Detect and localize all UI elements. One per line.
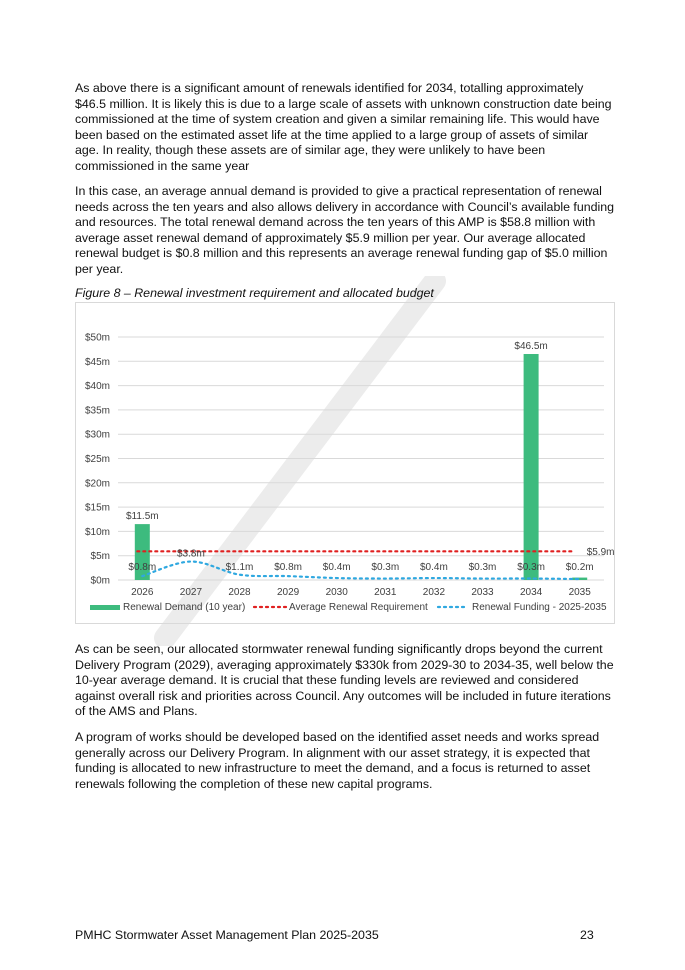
funding-data-label: $0.3m	[517, 562, 545, 573]
paragraph-average-demand: In this case, an average annual demand is provided to give a practical representation of renewal needs across the ten years and also allows delivery in accordance with Council’s available funding and resources. The total renewal demand across the ten years of this AMP is $58.8 million with average asset renewal demand of approximately $5.9 million per year. Our average allocated renewal budget is $0.8 million and this represents an average renewal funding gap of $5.0 million per year.	[75, 184, 615, 276]
y-tick-label: $25m	[84, 454, 110, 465]
y-tick-label: $40m	[84, 381, 110, 393]
renewal-chart	[75, 302, 615, 624]
footer-document-title: PMHC Stormwater Asset Management Plan 2025-2035	[75, 928, 379, 942]
y-tick-label: $0m	[90, 575, 110, 587]
y-tick-label: $45m	[84, 356, 110, 368]
funding-data-label: $0.3m	[468, 562, 497, 573]
paragraph-program-of-works: A program of works should be developed based on the identified asset needs and works spread generally across our Delivery Program. In alignment with our asset strategy, it is expected that funding is allocated to new infrastructure to meet the demand, and a focus is returned to asset renewals following the completion of these new capital programs.	[75, 730, 600, 791]
legend-label-renewal-demand: Renewal Demand (10 year)	[123, 602, 246, 613]
figure-caption: Figure 8 – Renewal investment requirement and allocated budget	[75, 286, 434, 300]
average-data-label: $5.9m	[586, 546, 615, 558]
funding-data-label: $0.3m	[371, 562, 400, 573]
funding-data-label: $0.4m	[322, 562, 351, 573]
bar-renewal-demand	[572, 578, 587, 580]
legend-label-funding: Renewal Funding - 2025-2035	[472, 602, 607, 613]
x-tick-label: 2027	[179, 587, 203, 598]
x-tick-label: 2034	[519, 587, 543, 598]
paragraph-renewals-2034: As above there is a significant amount of renewals identified for 2034, totalling approximately $46.5 million. It is likely this is due to a large scale of assets with unknown construction date being commissioned at the time of system creation and given a similar remaining life. This would have been based on the estimated asset life at the time applied to a large group of assets of similar age. In reality, though these assets are of similar age, they were unlikely to have been commissioned in the same year	[75, 81, 612, 173]
y-tick-label: $10m	[84, 526, 110, 538]
x-tick-label: 2029	[276, 587, 300, 598]
funding-data-label: $1.1m	[225, 562, 254, 573]
funding-data-label: $3.8m	[177, 548, 205, 560]
y-tick-label: $50m	[84, 332, 110, 344]
y-tick-label: $5m	[90, 551, 110, 563]
bar-data-label: $46.5m	[514, 341, 548, 353]
line-renewal-funding	[142, 562, 579, 580]
y-tick-label: $30m	[84, 429, 110, 441]
footer-page-number: 23	[580, 928, 594, 942]
legend-label-average: Average Renewal Requirement	[289, 602, 428, 613]
x-tick-label: 2035	[568, 587, 591, 598]
bar-data-label: $11.5m	[125, 511, 159, 523]
x-tick-label: 2028	[228, 587, 251, 598]
funding-data-label: $0.8m	[128, 562, 157, 573]
bar-renewal-demand	[524, 354, 539, 580]
x-tick-label: 2033	[471, 587, 494, 598]
y-tick-label: $15m	[84, 502, 110, 514]
funding-data-label: $0.4m	[420, 562, 448, 573]
renewal-chart-svg	[76, 303, 616, 625]
y-tick-label: $20m	[84, 478, 110, 490]
funding-data-label: $0.2m	[565, 562, 594, 573]
x-tick-label: 2026	[131, 587, 154, 598]
funding-data-label: $0.8m	[274, 562, 302, 573]
paragraph-funding-drop: As can be seen, our allocated stormwater renewal funding significantly drops beyond the current Delivery Program (2029), averaging approximately $330k from 2029-30 to 2034-35, well below the 10-year average demand. It is crucial that these funding levels are reviewed and considered against overall risk and priorities across Council. Any outcomes will be included in future iterations of the AMS and Plans.	[75, 642, 614, 719]
y-tick-label: $35m	[84, 405, 110, 417]
legend-swatch-renewal-demand	[90, 605, 120, 610]
x-tick-label: 2030	[325, 587, 348, 598]
x-tick-label: 2031	[374, 587, 397, 598]
x-tick-label: 2032	[422, 587, 446, 598]
